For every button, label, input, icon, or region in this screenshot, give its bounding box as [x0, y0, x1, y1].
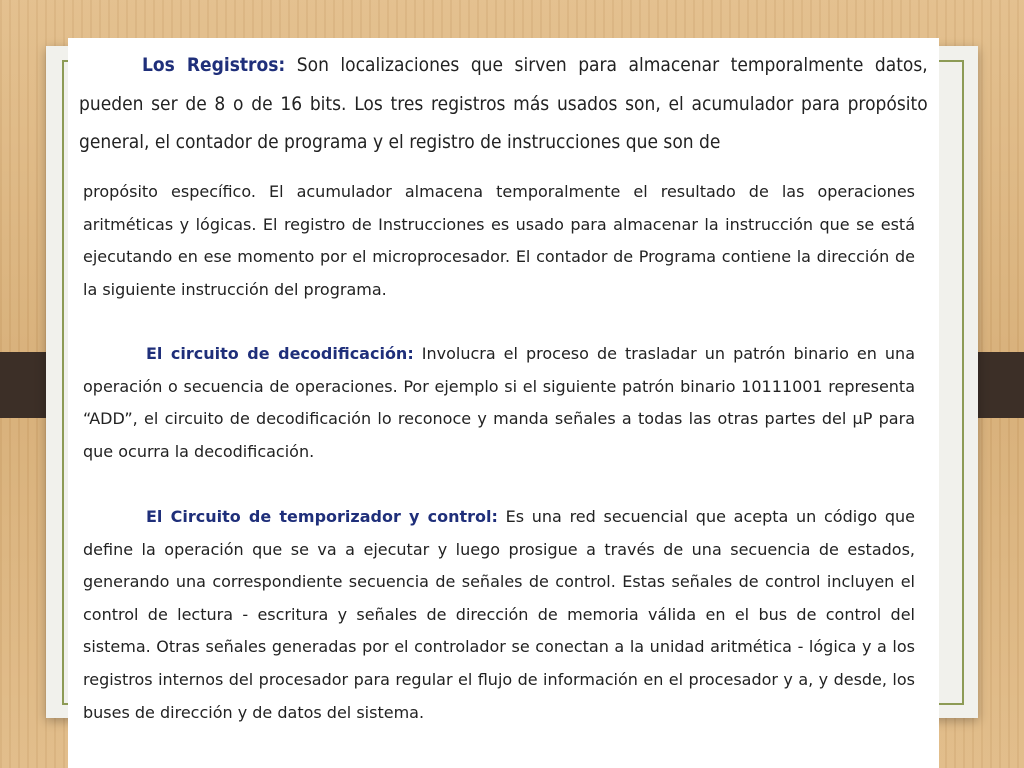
registros-text-continued: propósito específico. El acumulador almacena temporalmente el resultado de las operaciones aritméticas y lógicas. El registro de Instrucciones es usado para almacenar la instrucción que se está ejecutando en ese momento por el microprocesador. El contador de Programa contiene la dirección de la siguiente instrucción del programa. — [83, 182, 915, 299]
decodificacion-heading: El circuito de decodificación: — [146, 344, 414, 363]
document-page — [68, 38, 939, 768]
registros-paragraph-continued — [83, 176, 915, 306]
decodificacion-paragraph — [83, 338, 915, 468]
registros-text-top: Son localizaciones que sirven para almacenar temporalmente datos, pueden ser de 8 o de 16 bits. Los tres registros más usados son, el acumulador para propósito general, el contador de programa y el registro de instrucciones que son de — [79, 54, 928, 153]
registros-paragraph-top — [79, 46, 928, 162]
registros-heading: Los Registros: — [142, 54, 286, 76]
temporizador-heading: El Circuito de temporizador y control: — [146, 507, 498, 526]
decodificacion-text: Involucra el proceso de trasladar un patrón binario en una operación o secuencia de operaciones. Por ejemplo si el siguiente patrón binario 10111001 representa “ADD”, el circuito de decodificación lo reconoce y manda señales a todas las otras partes del µP para que ocurra la decodificación. — [83, 344, 916, 461]
temporizador-text: Es una red secuencial que acepta un código que define la operación que se va a ejecutar y luego prosigue a través de una secuencia de estados, generando una correspondiente secuencia de señales de control. Estas señales de control incluyen el control de lectura - escritura y señales de dirección de memoria válida en el bus de control del sistema. Otras señales generadas por el controlador se conectan a la unidad aritmética - lógica y a los registros internos del procesador para regular el flujo de información en el procesador y a, y desde, los buses de dirección y de datos del sistema. — [83, 507, 915, 722]
temporizador-paragraph — [83, 501, 915, 729]
